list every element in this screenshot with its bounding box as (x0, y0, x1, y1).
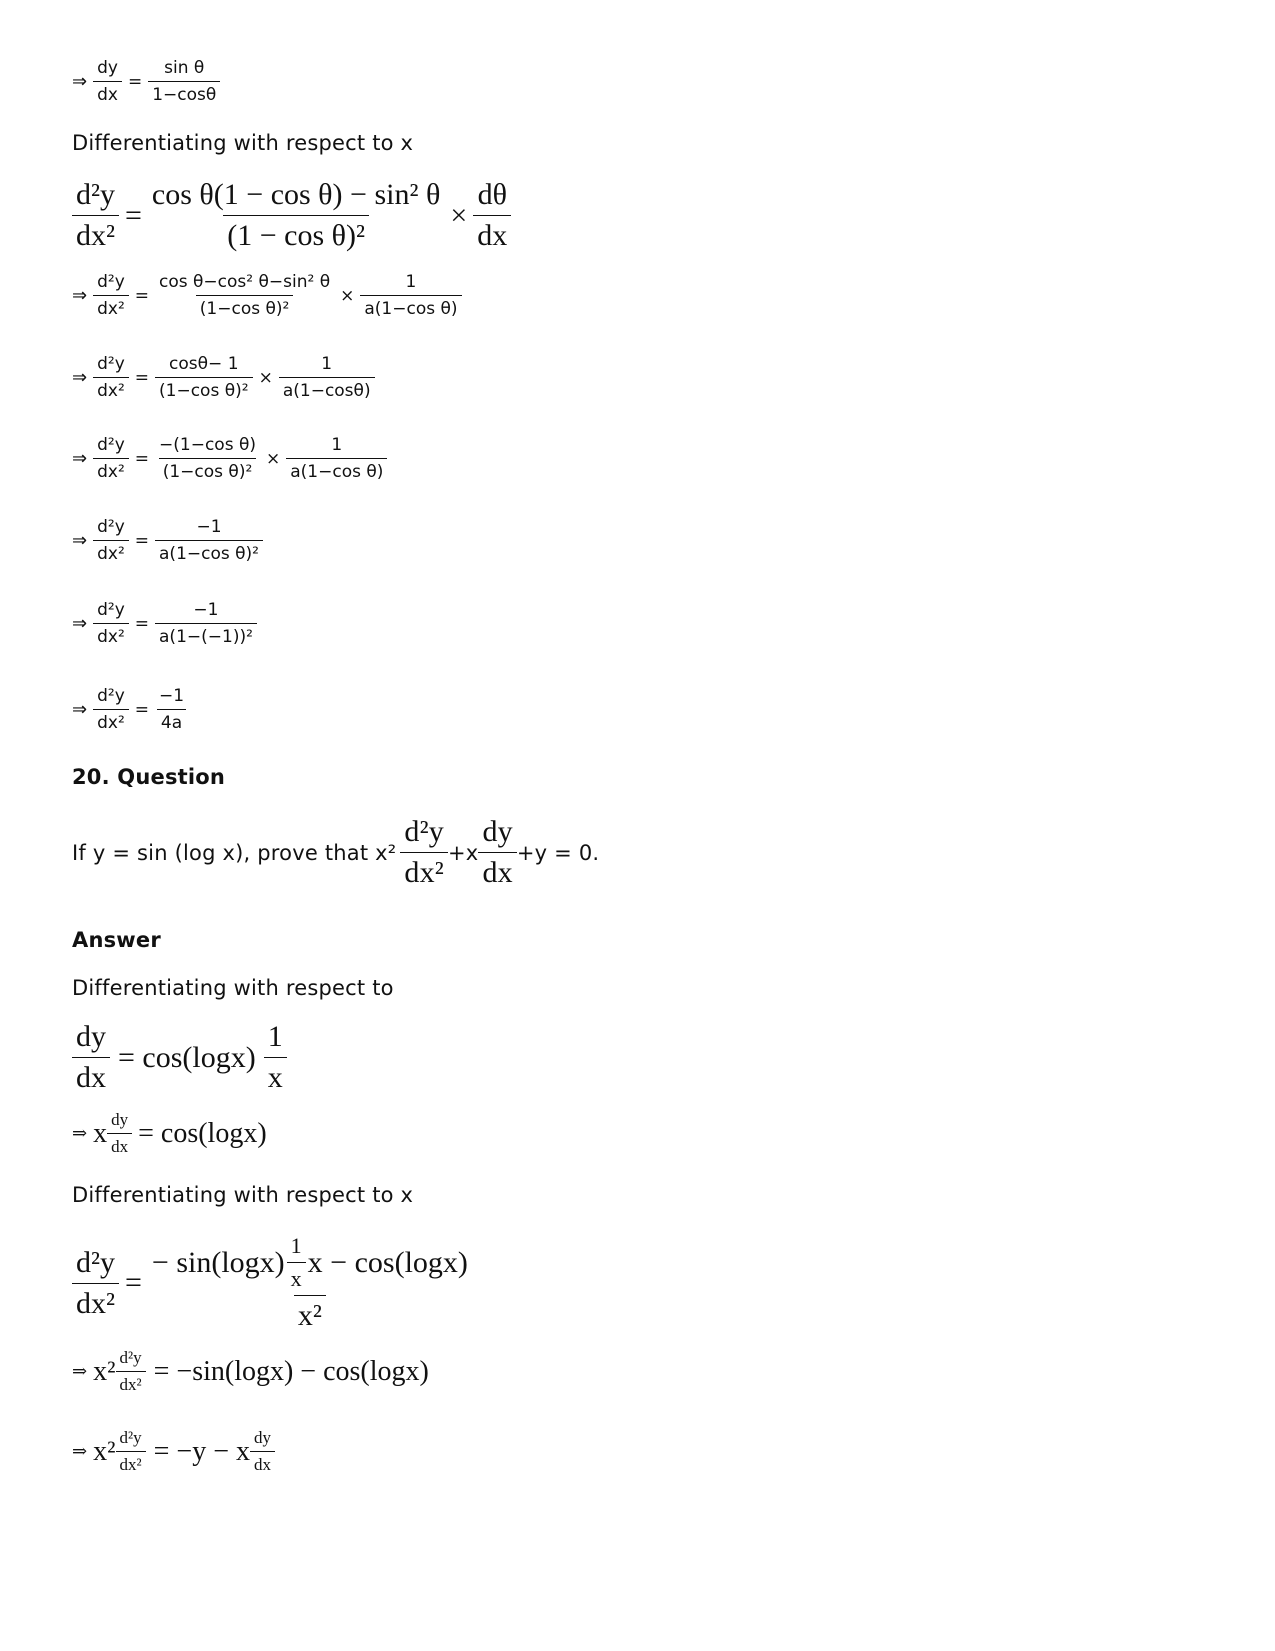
equation-step-5: ⇒ $\frac{\text{d²y}}{\text{dx²}}$ = $\frac{\text{−(1−cos θ)}}{\text{(1−cos θ)²}}$ × $\frac{1}{\text{a(1−cos θ)}}$ (72, 435, 387, 482)
implies-arrow: ⇒ (72, 1441, 88, 1461)
equation-step-7: ⇒ $\frac{\text{d²y}}{\text{dx²}}$ = $\frac{-1}{\text{a(1−(−1))²}}$ (72, 600, 257, 647)
implies-arrow: ⇒ (72, 699, 88, 720)
equation-step-6: ⇒ $\frac{\text{d²y}}{\text{dx²}}$ = $\frac{-1}{\text{a(1−cos θ)²}}$ (72, 517, 263, 564)
implies-arrow: ⇒ (72, 285, 88, 306)
equation-x2-step-1: ⇒ x² $\frac{\text{d²y}}{\text{dx²}}$ = −sin(logx) − cos(logx) (72, 1348, 429, 1394)
implies-arrow: ⇒ (72, 613, 88, 634)
implies-arrow: ⇒ (72, 71, 88, 92)
answer-heading: Answer (72, 928, 161, 952)
fraction-rhs: $\frac{\text{sin θ}}{1-\cos\theta}$ (148, 58, 220, 105)
implies-arrow: ⇒ (72, 367, 88, 388)
fraction-dy-dx: dy dx (478, 815, 516, 890)
equation-step-8: ⇒ $\frac{\text{d²y}}{\text{dx²}}$ = $\frac{-1}{4a}$ (72, 686, 188, 733)
question-text: If y = sin (log x), prove that x² d²y dx² +x dy dx +y = 0. (72, 815, 600, 889)
text-differentiating-3: Differentiating with respect to x (72, 1183, 414, 1207)
fraction-dtheta-dx: $\frac{d\theta}{dx}$ (473, 178, 511, 253)
text-differentiating-2: Differentiating with respect to (72, 976, 394, 1000)
implies-arrow: ⇒ (72, 448, 88, 469)
equation-dy-dx-theta: ⇒ $\frac{dy}{dx}$ = $\frac{\text{sin θ}}{1-\cos\theta}$ (72, 58, 220, 105)
fraction-d2y-dx2: d²y dx² (400, 815, 448, 890)
equation-second-derivative: $\frac{\text{d²y}}{\text{dx²}}$ = $\frac{\text{cos θ(1 − cos θ) − sin² θ}}{\text{(1 − cos θ)²}}$ × $\frac{d\theta}{dx}$ (72, 178, 511, 253)
equation-x2-step-2: ⇒ x² $\frac{\text{d²y}}{\text{dx²}}$ = −y − x dy dx (72, 1428, 275, 1475)
equation-step-3: ⇒ $\frac{\text{d²y}}{\text{dx²}}$ = $\frac{\text{cos θ−cos² θ−sin² θ}}{\text{(1−cos θ)²}}$ × $\frac{1}{\text{a(1−cos θ)}}$ (72, 272, 462, 319)
equation-first-derivative: $\frac{dy}{dx}$ = cos(logx) 1 x (72, 1020, 287, 1095)
implies-arrow: ⇒ (72, 1123, 88, 1143)
equation-second-derivative-log: $\frac{\text{d²y}}{\text{dx²}}$ = − sin(logx) 1 x x − cos(logx) x² (72, 1233, 472, 1333)
fraction-quotient: $\frac{\text{cos θ(1 − cos θ) − sin² θ}}{\text{(1 − cos θ)²}}$ (151, 178, 441, 252)
fraction-dy-dx: $\frac{dy}{dx}$ (93, 58, 122, 105)
implies-arrow: ⇒ (72, 530, 88, 551)
question-heading: 20. Question (72, 765, 226, 789)
fraction-d2y-dx2: $\frac{\text{d²y}}{\text{dx²}}$ (72, 178, 119, 253)
equation-x-dy-dx: ⇒ x $\frac{dy}{dx}$ = cos(logx) (72, 1110, 267, 1156)
equation-step-4: ⇒ $\frac{\text{d²y}}{\text{dx²}}$ = $\frac{\cos\theta- 1}{\text{(1−cos θ)²}}$ × $\frac{1}{a(1-\cos\theta)}$ (72, 354, 375, 401)
text-differentiating-1: Differentiating with respect to x (72, 131, 414, 155)
implies-arrow: ⇒ (72, 1361, 88, 1381)
